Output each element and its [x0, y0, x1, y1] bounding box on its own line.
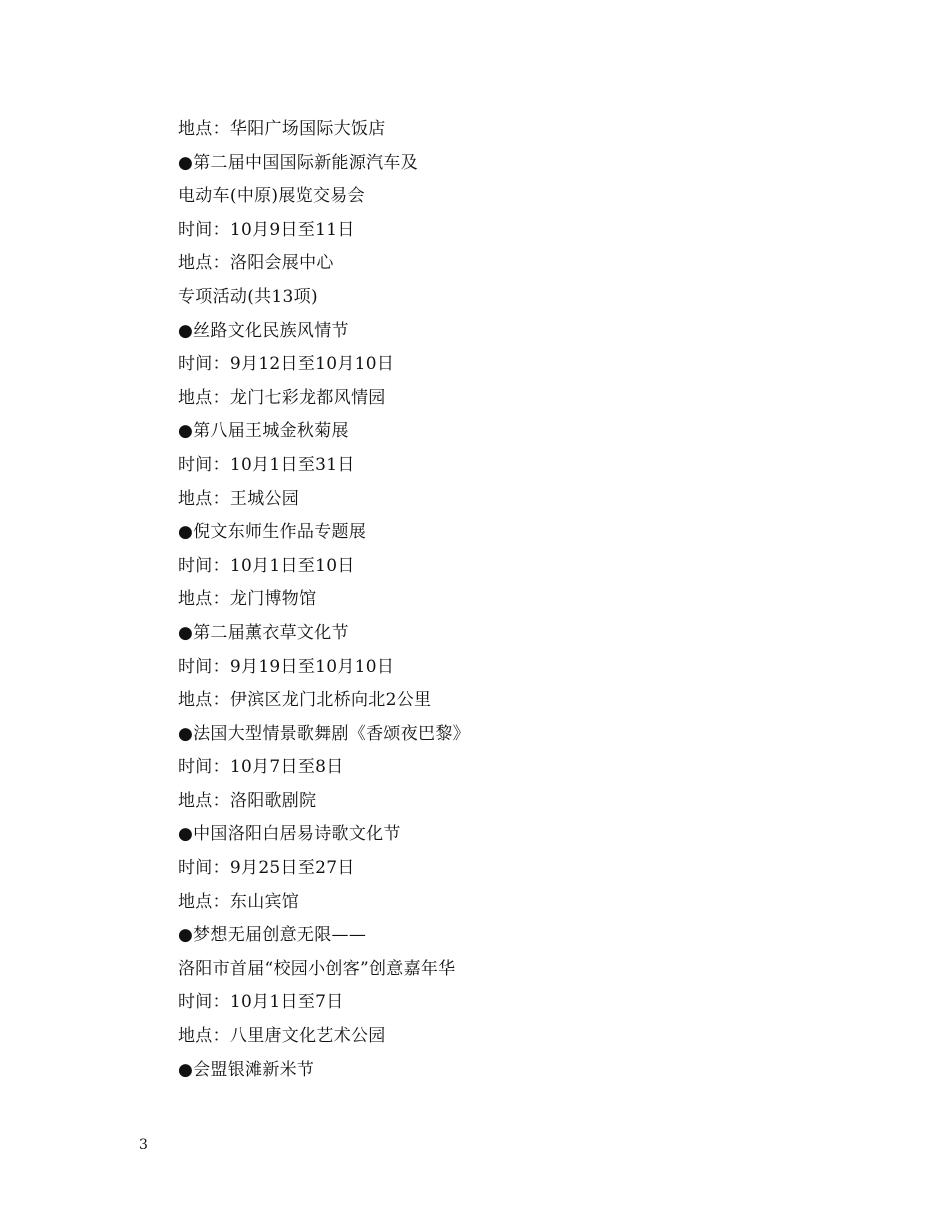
page-number: 3: [139, 1137, 148, 1153]
event-location: 地点：龙门博物馆: [178, 589, 317, 610]
event-time: 时间：9月19日至10月10日: [178, 656, 395, 677]
event-time: 时间：10月9日至11日: [178, 219, 355, 240]
event-time: 时间：9月12日至10月10日: [178, 354, 395, 375]
event-location: 地点：洛阳会展中心: [178, 253, 334, 274]
event-location: 地点：王城公园: [178, 488, 300, 509]
event-location: 地点：八里唐文化艺术公园: [178, 1026, 386, 1047]
event-title-continued: 洛阳市首届“校园小创客”创意嘉年华: [178, 958, 456, 979]
event-time: 时间：9月25日至27日: [178, 858, 355, 879]
section-heading: 专项活动(共13项): [178, 286, 318, 307]
document-body: [178, 113, 878, 1087]
event-title-continued: 电动车(中原)展览交易会: [178, 186, 365, 207]
event-location: 地点：伊滨区龙门北桥向北2公里: [178, 690, 432, 711]
event-title: ●法国大型情景歌舞剧《香颂夜巴黎》: [178, 723, 470, 744]
event-title: ●会盟银滩新米节: [178, 1059, 315, 1080]
event-time: 时间：10月1日至10日: [178, 555, 355, 576]
event-title: ●丝路文化民族风情节: [178, 320, 349, 341]
event-title: ●第二届薰衣草文化节: [178, 622, 349, 643]
event-location: 地点：龙门七彩龙都风情园: [178, 387, 386, 408]
event-title: ●梦想无届创意无限——: [178, 925, 367, 946]
event-title: ●倪文东师生作品专题展: [178, 522, 367, 543]
event-title: ●第八届王城金秋菊展: [178, 421, 349, 442]
text-line: 地点：华阳广场国际大饭店: [178, 119, 386, 139]
event-title: ●中国洛阳白居易诗歌文化节: [178, 824, 401, 845]
event-location: 地点：洛阳歌剧院: [178, 790, 317, 811]
event-time: 时间：10月1日至31日: [178, 454, 355, 475]
event-time: 时间：10月1日至7日: [178, 992, 344, 1013]
event-title: ●第二届中国国际新能源汽车及: [178, 152, 419, 173]
event-time: 时间：10月7日至8日: [178, 757, 344, 778]
event-location: 地点：东山宾馆: [178, 891, 300, 912]
